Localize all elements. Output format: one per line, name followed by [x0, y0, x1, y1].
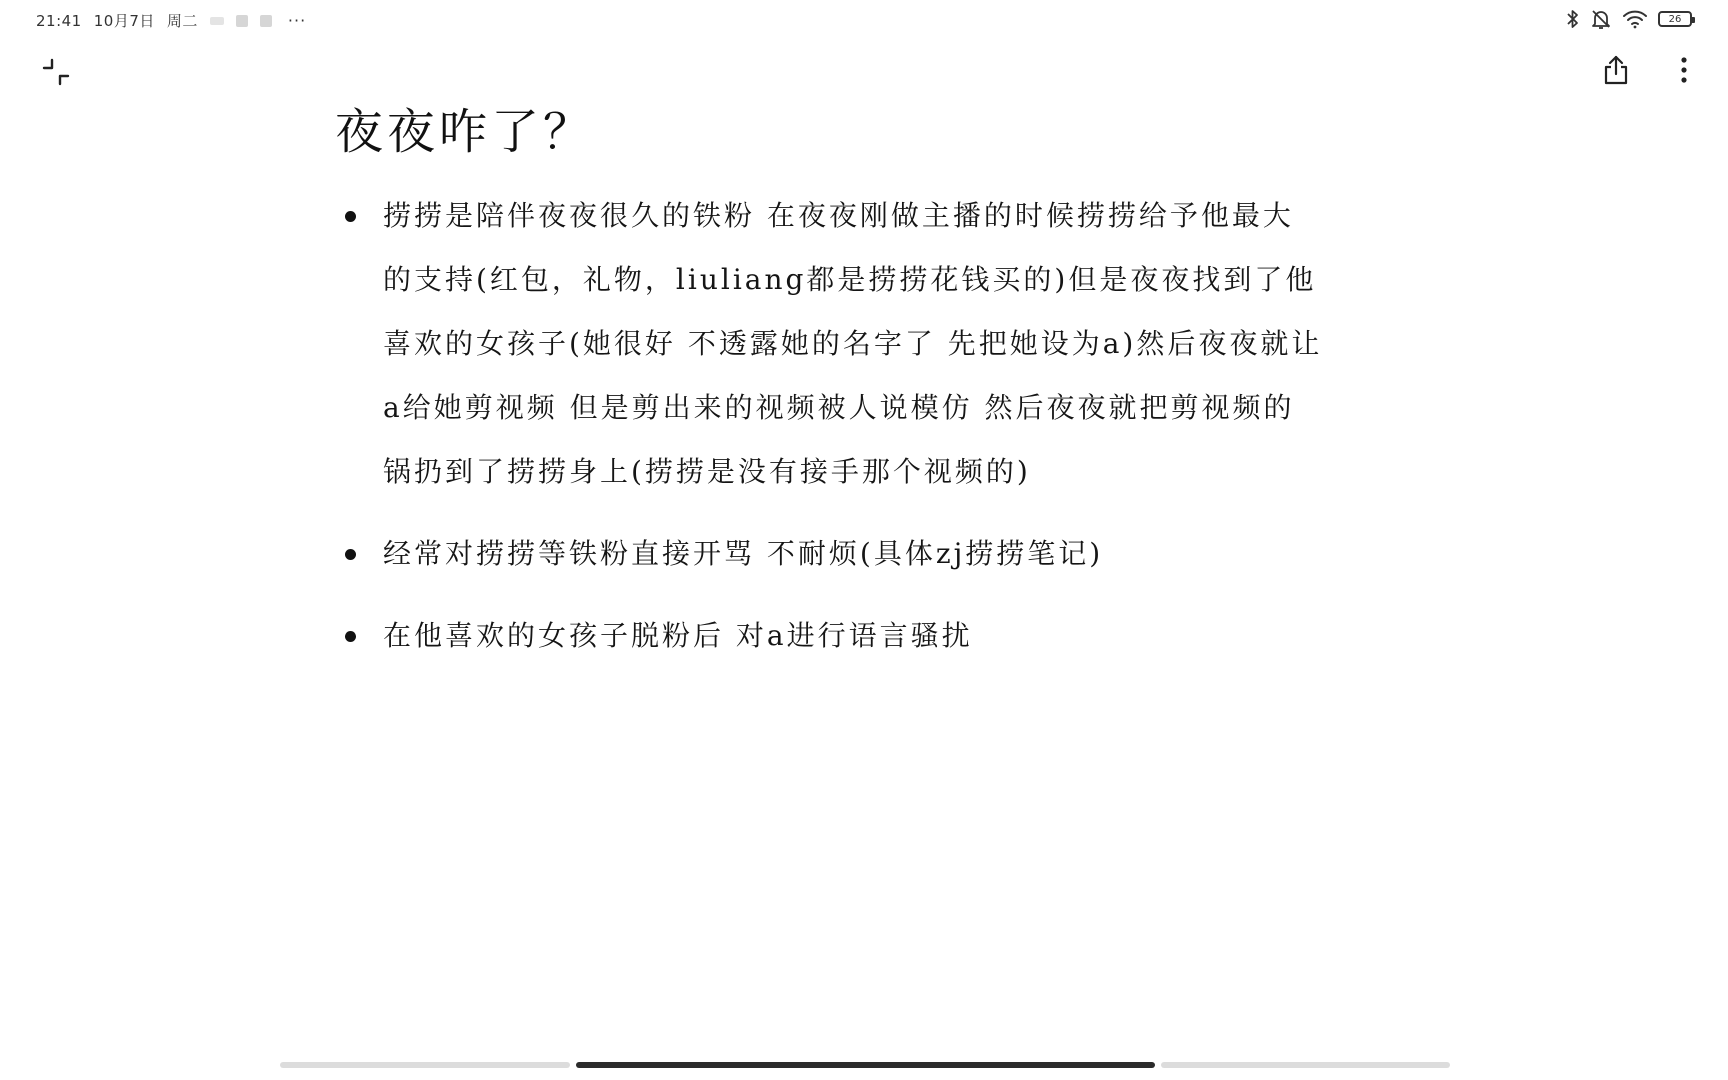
- share-icon: [1601, 54, 1631, 86]
- notification-icon: [260, 15, 272, 27]
- bullet-text: 在他喜欢的女孩子脱粉后 对a进行语言骚扰: [383, 619, 973, 652]
- collapse-button[interactable]: [40, 56, 72, 88]
- status-right: [1566, 8, 1692, 30]
- page-indicator[interactable]: [280, 1062, 1450, 1070]
- bullet-dot: [345, 631, 356, 642]
- share-button[interactable]: [1598, 52, 1634, 88]
- battery-level: 26: [1668, 13, 1682, 25]
- list-item[interactable]: [335, 184, 1323, 504]
- bullet-dot: [345, 549, 356, 560]
- notification-icon: [236, 15, 248, 27]
- wifi-icon: [1622, 9, 1648, 29]
- list-item[interactable]: [335, 604, 1323, 668]
- more-options-button[interactable]: [1666, 52, 1702, 88]
- status-more-indicator: ···: [287, 11, 307, 30]
- status-date: 10月7日: [93, 12, 155, 30]
- note-title[interactable]: 夜夜咋了？: [335, 104, 596, 160]
- notification-icon: [210, 17, 224, 25]
- bullet-text: 捞捞是陪伴夜夜很久的铁粉 在夜夜刚做主播的时候捞捞给予他最大的支持(红包，礼物，liuliang都是捞捞花钱买的)但是夜夜找到了他喜欢的女孩子(她很好 不透露她的名字了 先把她设为a)然后夜夜就让a给她剪视频 但是剪出来的视频被人说模仿 然后夜夜就把剪视频的锅扔到了捞捞身上(捞捞是没有接手那个视频的): [383, 199, 1323, 488]
- toolbar-actions: [1598, 52, 1702, 88]
- status-time: 21:41: [36, 11, 82, 30]
- status-bar: [0, 0, 1728, 40]
- note-body[interactable]: [335, 98, 1395, 686]
- mute-bell-icon: [1590, 8, 1612, 30]
- page-segment[interactable]: [1161, 1062, 1451, 1068]
- page-segment[interactable]: [280, 1062, 570, 1068]
- list-item[interactable]: [335, 522, 1323, 586]
- battery-icon: [1658, 11, 1692, 27]
- more-vertical-icon: [1680, 56, 1688, 84]
- page-segment-active[interactable]: [576, 1062, 1155, 1068]
- status-left: [36, 10, 306, 31]
- bullet-list: [335, 184, 1395, 668]
- bullet-dot: [345, 211, 356, 222]
- status-weekday: 周二: [166, 12, 198, 30]
- collapse-icon: [40, 56, 72, 88]
- bullet-text: 经常对捞捞等铁粉直接开骂 不耐烦(具体zj捞捞笔记): [383, 537, 1104, 570]
- bluetooth-icon: [1566, 9, 1580, 29]
